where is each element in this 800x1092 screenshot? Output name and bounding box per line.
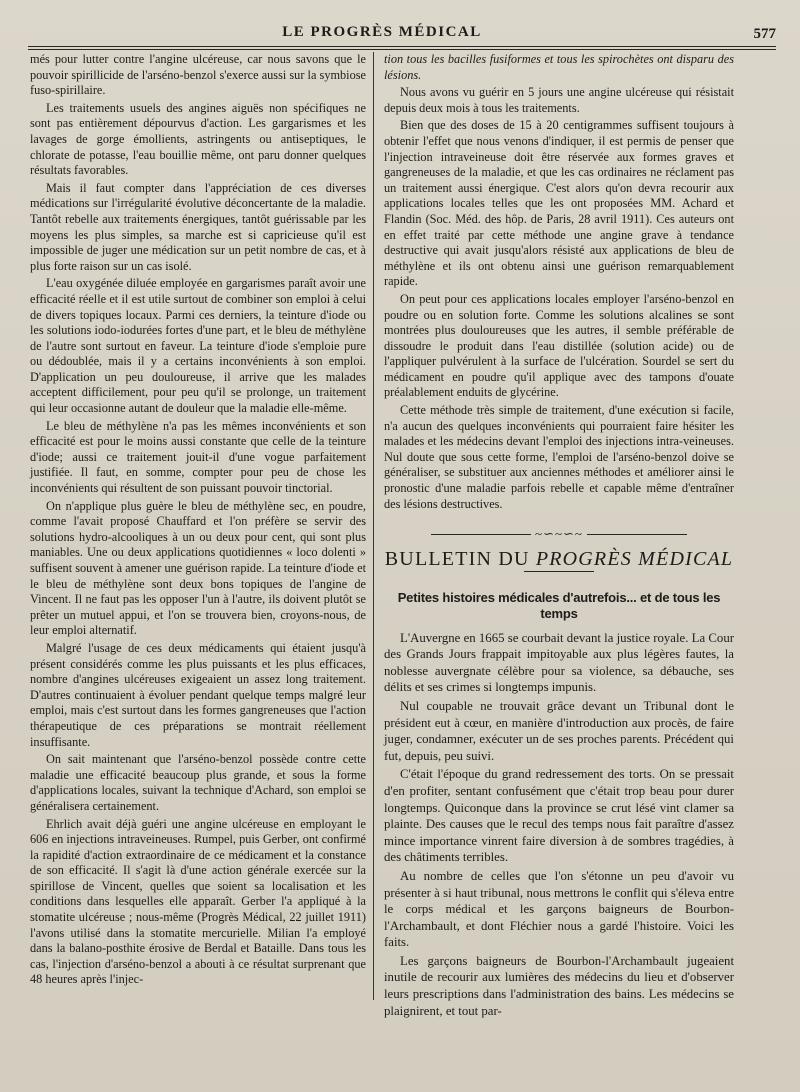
paragraph: Le bleu de méthylène n'a pas les mêmes inconvénients et son efficacité est pour le moins aussi constante que celle de la teinture d'iode; aussi ce traitement jouit-il d'une vogue parfaitement justifiée. Il faut, en somme, compter pour peu de chose les inconvénients qui résultent de son puissant pouvoir tinctorial.: [30, 418, 366, 496]
paragraph: L'eau oxygénée diluée employée en gargarismes paraît avoir une efficacité réelle et il est utile surtout de combiner son emploi à celui de divers topiques locaux. Parmi ces derniers, la teinture d'iode ou les solutions iodo-iodurées fortes d'une part, et le bleu de méthylène de l'autre sont surtout en faveur. La teinture d'iode s'emploie pure ou dédoublée, mais il y a certains inconvénients à son emploi. D'application un peu douloureuse, il arrive que les malades acceptent difficilement, pour peu qu'il se prolonge, un traitement qui leur occasionne autant de douleur que la maladie elle-même.: [30, 276, 366, 416]
bulletin-rule: [524, 571, 594, 572]
running-title: LE PROGRÈS MÉDICAL: [282, 24, 482, 40]
header-rule: [28, 46, 776, 50]
paragraph: Les traitements usuels des angines aiguës non spécifiques ne sont pas entièrement dépourvus d'action. Les gargarismes et les lavages de gorge émollients, astringents ou antiseptiques, le chlorate de potasse, l'eau bouillie même, ont paru donner quelques résultats favorables.: [30, 100, 366, 178]
section-title: Petites histoires médicales d'autrefois... et de tous les temps: [397, 590, 721, 621]
bulletin-body: [384, 630, 734, 1020]
paragraph: Malgré l'usage de ces deux médicaments qui étaient jusqu'à présent considérés comme les plus puissants et les plus efficaces, nombre d'angines ulcéreuses exigeaient un assez long traitement. D'autres continuaient à évoluer pendant quelque temps malgré leur emploi, mais c'est surtout dans les formes gangreneuses que l'action thérapeutique de ces préparations se montrait réellement insuffisante.: [30, 640, 366, 749]
bulletin-title-plain: BULLETIN DU: [384, 547, 536, 570]
bulletin-title: [384, 547, 734, 570]
paragraph: On sait maintenant que l'arséno-benzol possède contre cette maladie une efficacité beaucoup plus grande, et sous la forme d'applications locales, suivant la technique d'Achard, son emploi se généralisera certainement.: [30, 752, 366, 813]
paragraph: Mais il faut compter dans l'appréciation de ces diverses médications sur l'irrégularité évolutive déconcertante de la maladie. Tantôt rebelle aux traitements énergiques, tantôt guérissable par les moyens les plus simples, sa marche est si capricieuse qu'il est impossible de juger une médication sur un petit nombre de cas, et à plus forte raison sur un cas isolé.: [30, 180, 366, 273]
section-ornament: ~∽~∽~: [384, 526, 734, 542]
paragraph: Ehrlich avait déjà guéri une angine ulcéreuse en employant le 606 en injections intraveineuses. Rumpel, puis Gerber, ont confirmé la rapidité d'action extraordinaire de ce médicament et la constance de son efficacité. Il s'agit là d'une action générale exercée sur la spirillose de Vincent, quelles que soient sa localisation et les conditions dans lesquelles elle apparaît. Gerber l'a appliqué à la stomatite ulcéreuse ; nous-même (Progrès Médical, 22 juillet 1911) l'avons utilisé dans la stomatite mercurielle. Milian l'a employé dans la balano-posthite érosive de Berdal et Bataille. Dans tous les cas, l'injection d'arséno-benzol a abouti à ce résultat surprenant que 48 heures après l'injec-: [30, 816, 366, 987]
page-number: 577: [753, 26, 776, 42]
paragraph: On n'applique plus guère le bleu de méthylène sec, en poudre, comme l'avait proposé Chauffard et l'on préfère se servir des solutions hydro-alcooliques à un ou deux pour cent, qui sont plus maniables. Une ou deux applications quotidiennes « loco dolenti » suffisent souvent à amener une guérison rapide. La teinture d'iode et le bleu de méthylène sont deux bons topiques de l'angine de Vincent. Il ne faut pas les opposer l'un à l'autre, ils doivent plutôt se prêter un mutuel appui, et l'on se trouvera bien, croyons-nous, de leur emploi alternatif.: [30, 498, 366, 638]
paragraph: Nul coupable ne trouvait grâce devant un Tribunal dont le président eut à cœur, en manière d'introduction aux procès, de faire juger, condamner, exécuter un de ses proches parents. Précédent qui fut, depuis, peu suivi.: [384, 698, 734, 763]
column-divider: [373, 52, 374, 1000]
paragraph: Cette méthode très simple de traitement, d'une exécution si facile, n'a aucun des quelques inconvénients qui pourraient faire hésiter les malades et les médecins devant l'emploi des injections intra-veineuses. Nul doute que sous cette forme, l'emploi de l'arséno-benzol doive se généraliser, se substituer aux anciennes méthodes et améliorer ainsi le pronostic d'une maladie parfois rebelle et capable même d'entraîner des lésions destructives.: [384, 403, 734, 511]
paragraph: Au nombre de celles que l'on s'étonne un peu d'avoir vu présenter à si haut tribunal, nous mettrons le conflit qui s'éleva entre le corps médical et les garçons baigneurs de Bourbon-l'Archambault, et dont Fléchier nous a gardé l'histoire. Voici les faits.: [384, 868, 734, 950]
paragraph: Nous avons vu guérir en 5 jours une angine ulcéreuse qui résistait depuis deux mois à tous les traitements.: [384, 85, 734, 115]
paragraph: més pour lutter contre l'angine ulcéreuse, car nous savons que le pouvoir spirillicide de l'arséno-benzol s'exerce aussi sur la symbiose fuso-spirillaire.: [30, 52, 366, 98]
paragraph: L'Auvergne en 1665 se courbait devant la justice royale. La Cour des Grands Jours frappait impitoyable aux plus légères fautes, la noblesse auvergnate célèbre pour sa violence, sa débauche, ses délits et ses crimes si longtemps impunis.: [384, 630, 734, 695]
right-column: [384, 52, 734, 1021]
paragraph: Les garçons baigneurs de Bourbon-l'Archambault jugeaient inutile de recourir aux lumières des médecins du lieu et d'observer leurs prescriptions dans l'administration des bains. Les médecins se plaignirent, et tout par-: [384, 953, 734, 1018]
left-column: [30, 52, 366, 990]
bulletin-title-italic: PROGRÈS MÉDICAL: [535, 547, 734, 570]
paragraph: On peut pour ces applications locales employer l'arséno-benzol en poudre ou en solution forte. Comme les solutions alcalines se sont montrées plus douloureuses que les autres, il semble préférable de dissoudre le produit dans l'eau distillée (solution acide) ou de l'appliquer pulvérulent à la surface de l'ulcération. Sourdel se sert du médicament en poudre qu'il applique avec des tampons d'ouate préalablement enduits de glycérine.: [384, 291, 734, 400]
paragraph: tion tous les bacilles fusiformes et tous les spirochètes ont disparu des lésions.: [384, 52, 734, 82]
page-header: [28, 24, 776, 46]
paragraph: Bien que des doses de 15 à 20 centigrammes suffisent toujours à obtenir l'effet que nous venons d'indiquer, il est permis de penser que l'injection intraveineuse doit être réservée aux formes graves et gangreneuses de la maladie, et que les cas ordinaires ne réclament pas un traitement aussi énergique. C'est alors qu'on devra recourir aux applications locales telles que les ont proposées MM. Achard et Flandin (Soc. Méd. des hôp. de Paris, 28 avril 1911). Ces auteurs ont en effet traité par cette méthode une angine grave à tendance destructive qui avait jusqu'alors résisté aux applications de bleu de méthylène et ils ont obtenu ainsi une guérison remarquablement rapide.: [384, 118, 734, 289]
paragraph: C'était l'époque du grand redressement des torts. On se pressait d'en profiter, sentant confusément que c'était trop beau pour durer longtemps. Quiconque dans la province se crut lésé vint clamer sa plainte. Des causes que le recul des temps nous fait paraître d'assez mince importance vinrent faire diversion à de sombres tragédies, à des châtiments terribles.: [384, 767, 734, 865]
